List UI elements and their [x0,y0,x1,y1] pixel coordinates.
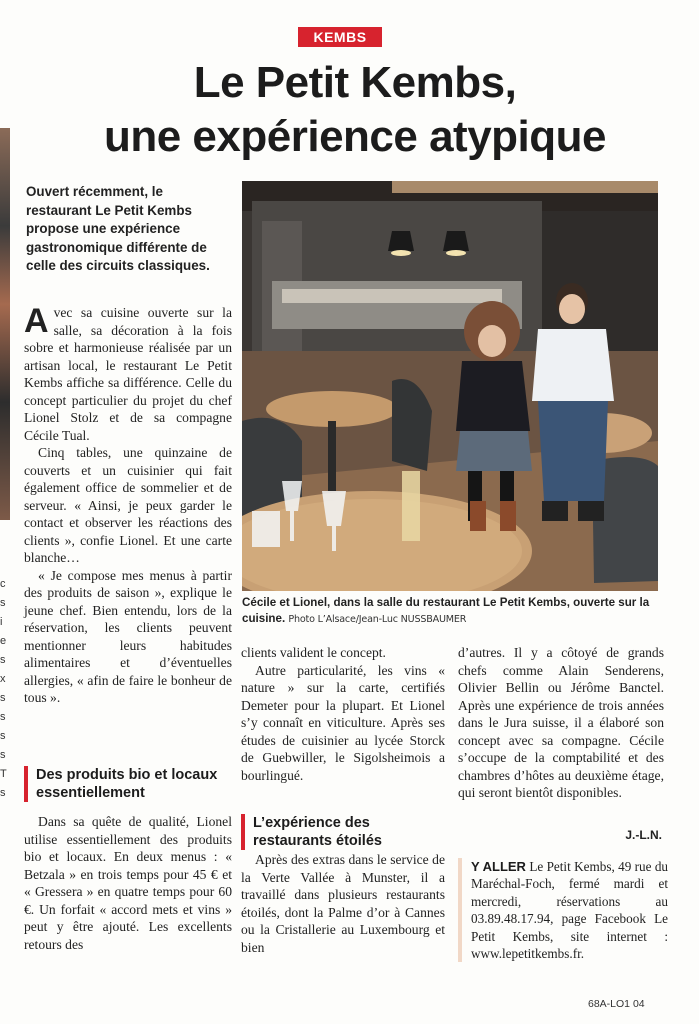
fragment-char: x [0,673,6,685]
article-paragraph: « Je compose mes menus à partir des produits de saison », explique le jeune chef. Bien entendu, lors de la réservation, les clients peuvent mentionner leurs habitudes alimentaires et d’éventuelles allergies, « afin de faire le bonheur de tous ». [24,567,232,705]
fragment-char: e [0,635,7,647]
article-paragraph: clients valident le concept. [241,645,386,660]
fragment-char: i [0,616,3,628]
practical-info-box [458,858,668,962]
photo-illustration [242,181,658,591]
fragment-char: s [0,749,6,761]
page-reference: 68A-LO1 04 [588,998,645,1010]
location-kicker: KEMBS [298,27,382,47]
adjacent-article-photo-edge [0,128,10,520]
headline-line-1: Le Petit Kembs, [193,58,517,107]
headline-line-2: une expérience atypique [103,112,607,161]
article-column-3 [458,644,664,802]
subheading-bio-produits: Des produits bio et locaux essentiellement [24,766,232,802]
drop-cap: A [24,302,49,340]
fragment-char: s [0,597,6,609]
fragment-char: s [0,730,6,742]
fragment-char: s [0,654,6,666]
article-paragraph: Après des extras dans le service de la Verte Vallée à Munster, il a travaillé dans plusieurs restaurants étoilés, dont la Palme d’or à Cannes ou la Cristallerie au Luxembourg et bien [241,852,445,955]
practical-info-label: Y ALLER [471,859,526,874]
fragment-char: s [0,692,6,704]
article-column-1 [24,304,232,707]
photo-caption [242,595,658,627]
author-signature: J.-L.N. [625,828,662,842]
article-column-2-continued [241,851,445,956]
article-paragraph: Dans sa quête de qualité, Lionel utilise essentiellement des produits bio et locaux. En deux menus : « Betzala » en trois temps pour 45 € et « Gressera » en quatre temps pour 60 €. Un forfait « accord mets et vins » peut y être ajouté. Les excellents retours des [24,814,232,952]
article-column-1-continued [24,813,232,953]
caption-text: Cécile et Lionel, dans la salle du restaurant Le Petit Kembs, ouverte sur la cuisine. [242,596,650,625]
article-paragraph [24,304,232,444]
practical-info-text: Le Petit Kembs, 49 rue du Maréchal-Foch, fermé mardi et mercredi, réservations au 03.89.48.17.94, page Facebook Le Petit Kembs, site internet : www.lepetitkembs.fr. [471,859,669,962]
fragment-char: s [0,787,6,799]
fragment-char: s [0,711,6,723]
article-column-2 [241,644,445,784]
article-paragraph: Autre particularité, les vins « nature » sur la carte, certifiés Demeter pour la plupart. Et Lionel s’y connaît en viticulture. Après ses études de cuisinier au lycée Storck de Guebwiller, le Sigolsheimois a bourlingué. [241,662,445,783]
adjacent-column-fragment [0,575,12,803]
photo-credit: Photo L’Alsace/Jean-Luc NUSSBAUMER [288,613,467,625]
article-paragraph: d’autres. Il y a côtoyé de grands chefs comme Alain Senderens, Olivier Bellin ou Jérôme Banctel. Après une expérience de trois années dans le Jura suisse, il a élaboré son concept avec sa compagne. Cécile s’occupe de la comptabilité et des chambres d’hôtes au deuxième étage, qui seront bientôt disponibles. [458,645,664,800]
fragment-char: c [0,578,6,590]
paragraph-text: vec sa cuisine ouverte sur la salle, sa décoration à la fois sobre et harmonieuse réalisée par un artisan local, le restaurant Le Petit Kembs affiche sa différence. Celle du concept particulier du projet du chef Lionel Stolz et de sa compagne Cécile Tual. [24,305,232,443]
subheading-restaurants-etoiles: L’expérience des restaurants étoilés [241,814,445,850]
restaurant-photo [242,181,658,591]
fragment-char: T [0,768,7,780]
article-paragraph: Cinq tables, une quinzaine de couverts et un cuisinier qui fait également office de sommelier et de serveur. « Ainsi, je peux garder le contact et observer les réactions des clients », confie Lionel. Et une carte blanche… [24,445,232,565]
article-lead: Ouvert récemment, le restaurant Le Petit Kembs propose une expérience gastronomique différente de celle des circuits classiques. [26,184,210,274]
